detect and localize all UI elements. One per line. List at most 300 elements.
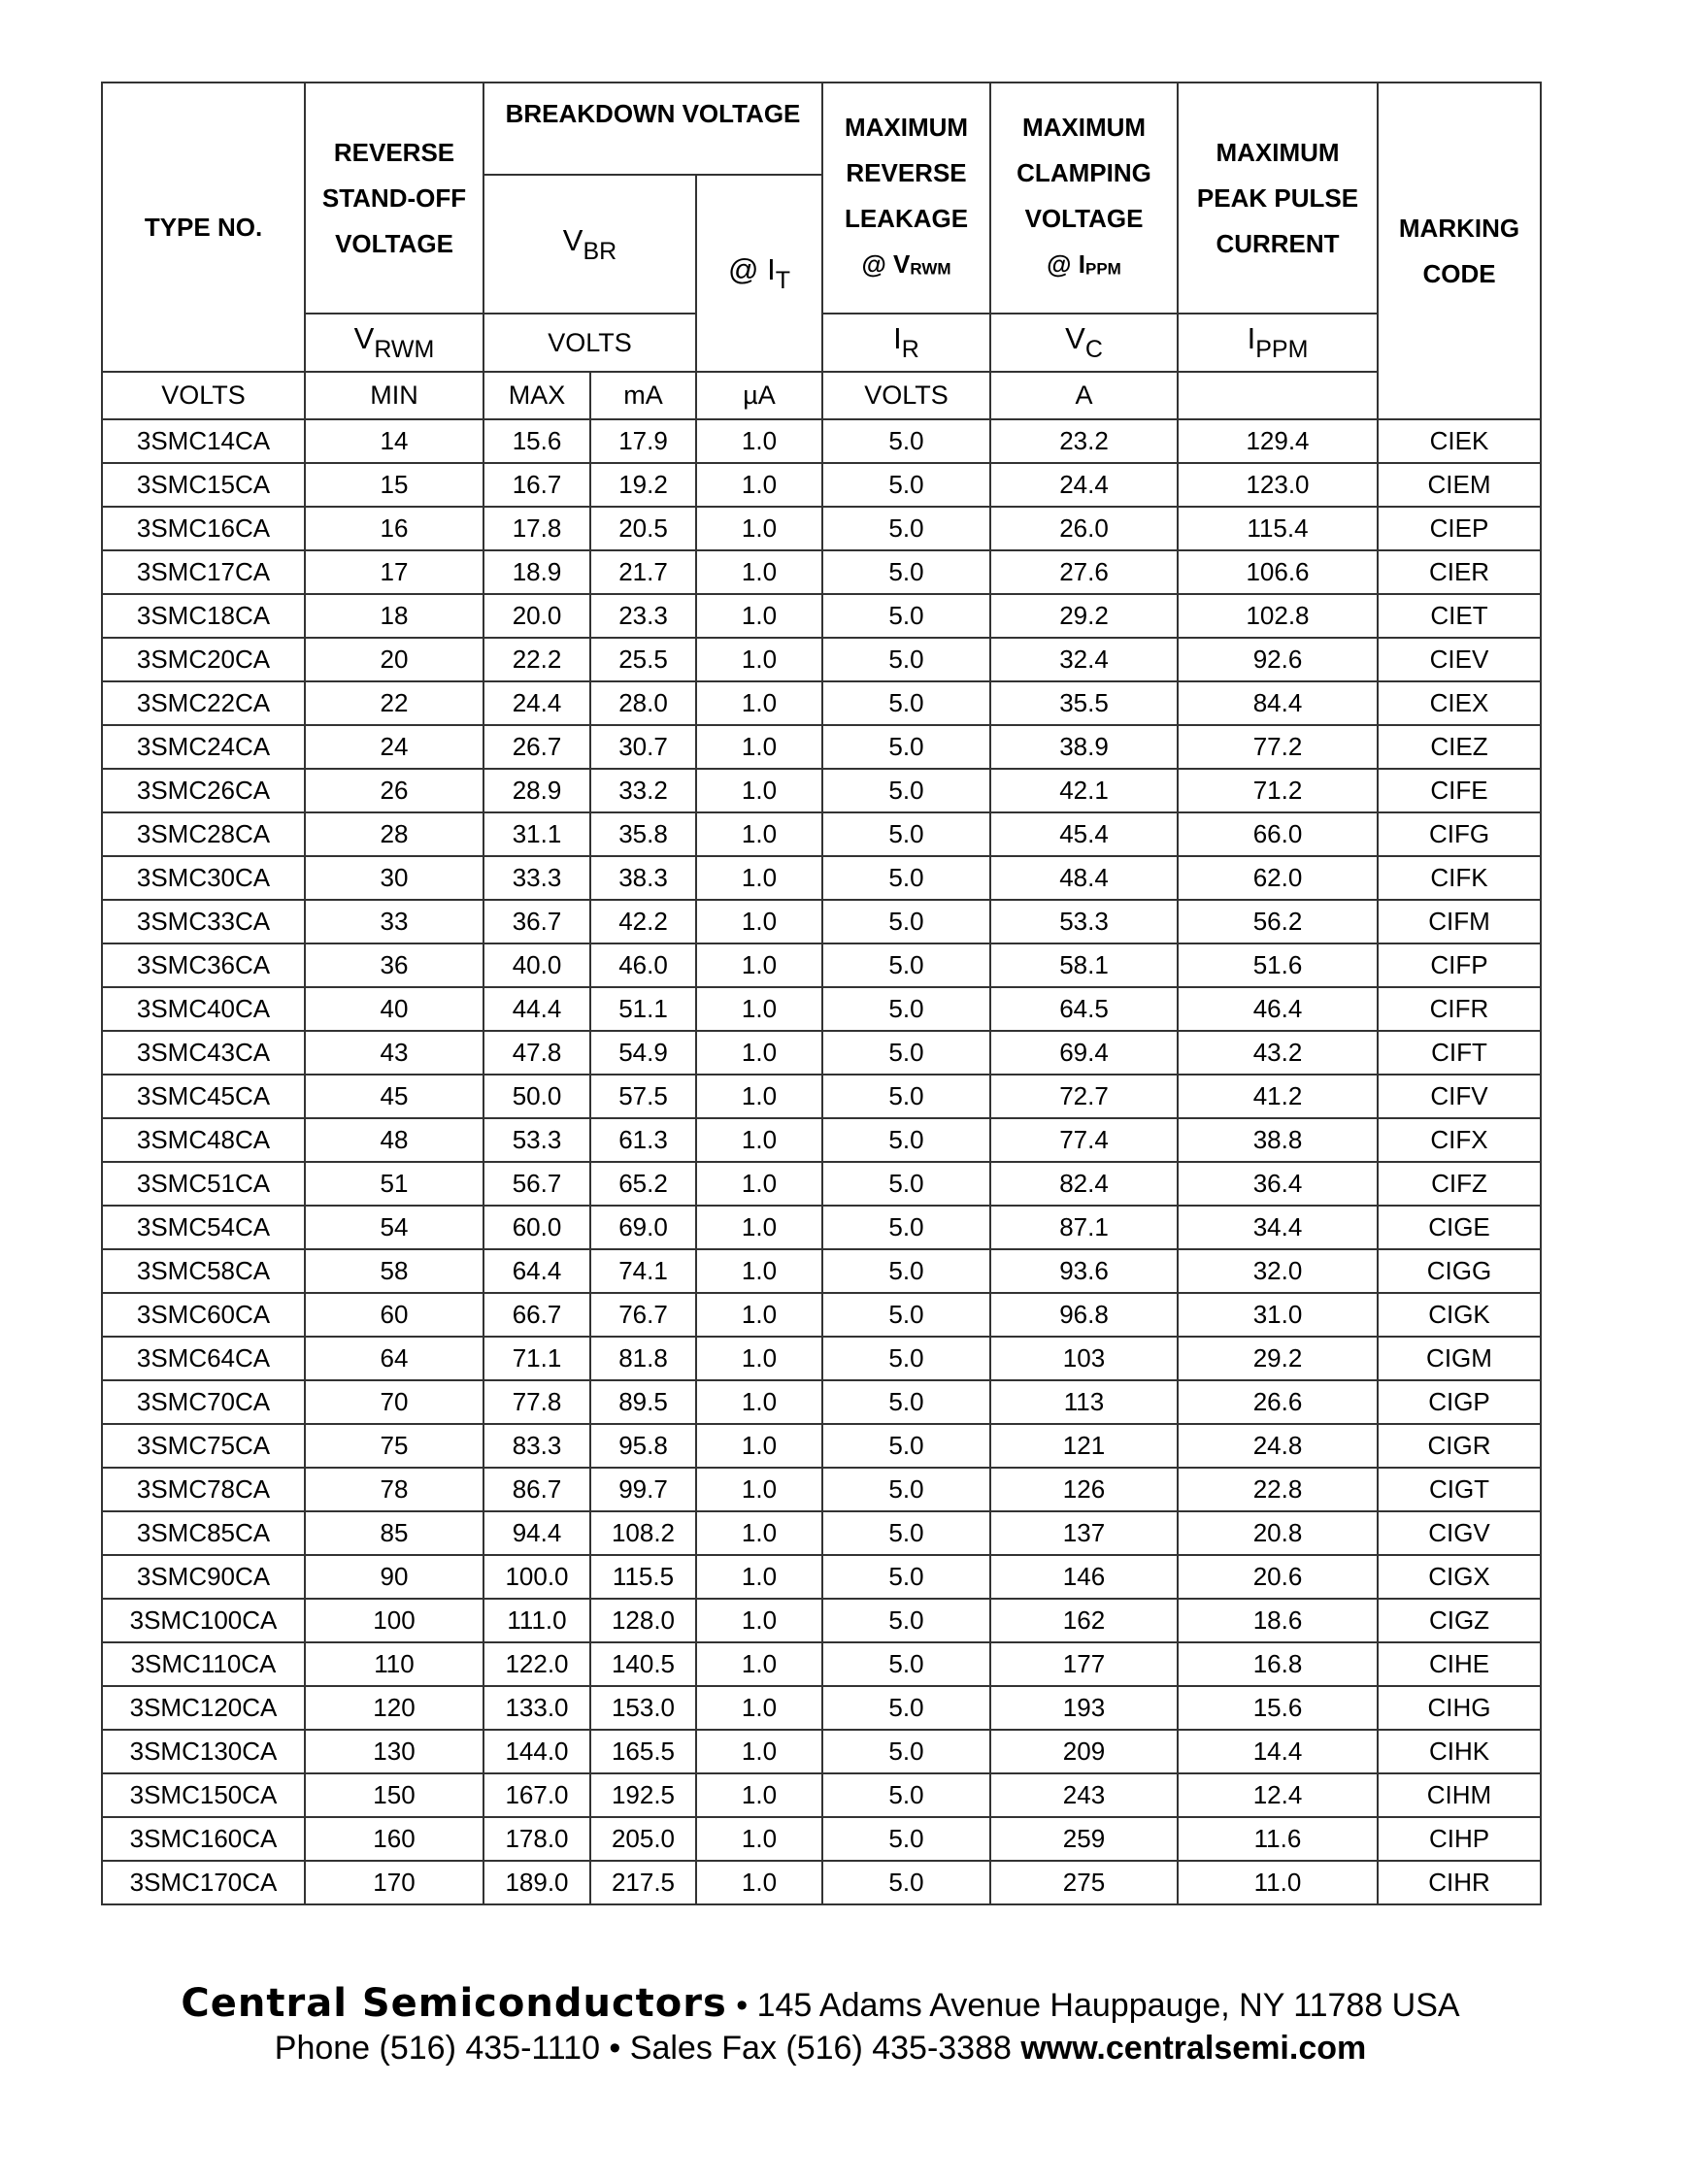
- table-row: [102, 507, 1541, 550]
- table-row: [102, 1380, 1541, 1424]
- reverse-leakage-cell: 5.0: [822, 1686, 990, 1730]
- clamping-voltage-cell: 29.2: [990, 594, 1178, 638]
- type-no-cell: 3SMC85CA: [102, 1511, 305, 1555]
- table-row: [102, 725, 1541, 769]
- type-no-cell: 3SMC26CA: [102, 769, 305, 812]
- vbr-max-cell: 20.5: [590, 507, 696, 550]
- table-row: [102, 638, 1541, 681]
- vbr-max-cell: 95.8: [590, 1424, 696, 1468]
- test-current-cell: 1.0: [696, 681, 822, 725]
- marking-code-cell: CIHM: [1378, 1773, 1541, 1817]
- test-current-cell: 1.0: [696, 463, 822, 507]
- table-row: [102, 1730, 1541, 1773]
- clamping-voltage-cell: 24.4: [990, 463, 1178, 507]
- vbr-min-cell: 22.2: [483, 638, 590, 681]
- test-current-cell: 1.0: [696, 812, 822, 856]
- type-no-cell: 3SMC64CA: [102, 1337, 305, 1380]
- type-no-cell: 3SMC90CA: [102, 1555, 305, 1599]
- marking-code-cell: CIEM: [1378, 463, 1541, 507]
- clamping-voltage-cell: 113: [990, 1380, 1178, 1424]
- type-no-cell: 3SMC51CA: [102, 1162, 305, 1206]
- reverse-leakage-cell: 5.0: [822, 1293, 990, 1337]
- marking-code-cell: CIFP: [1378, 943, 1541, 987]
- clamping-voltage-cell: 121: [990, 1424, 1178, 1468]
- vbr-min-cell: 64.4: [483, 1249, 590, 1293]
- vbr-max-cell: 21.7: [590, 550, 696, 594]
- vbr-min-cell: 15.6: [483, 419, 590, 463]
- vbr-min-cell: 20.0: [483, 594, 590, 638]
- type-no-cell: 3SMC45CA: [102, 1075, 305, 1118]
- ir-symbol: $I_R$: [822, 314, 990, 372]
- unit-cell: A: [990, 372, 1178, 419]
- peak-pulse-current-cell: 123.0: [1178, 463, 1378, 507]
- clamping-voltage-cell: 137: [990, 1511, 1178, 1555]
- clamping-voltage-cell: 77.4: [990, 1118, 1178, 1162]
- clamping-voltage-cell: 162: [990, 1599, 1178, 1642]
- type-no-cell: 3SMC150CA: [102, 1773, 305, 1817]
- test-current-cell: 1.0: [696, 1337, 822, 1380]
- vbr-min-cell: 189.0: [483, 1861, 590, 1904]
- standoff-voltage-cell: 78: [305, 1468, 483, 1511]
- peak-pulse-current-cell: 43.2: [1178, 1031, 1378, 1075]
- vbr-max-cell: 46.0: [590, 943, 696, 987]
- clamping-voltage-header: MAXIMUM CLAMPING VOLTAGE @ $I_{PPM}$: [990, 83, 1178, 314]
- vbr-max-cell: 89.5: [590, 1380, 696, 1424]
- peak-pulse-current-cell: 46.4: [1178, 987, 1378, 1031]
- reverse-leakage-cell: 5.0: [822, 463, 990, 507]
- reverse-leakage-cell: 5.0: [822, 638, 990, 681]
- table-row: [102, 900, 1541, 943]
- vbr-max-cell: 42.2: [590, 900, 696, 943]
- company-logo-text: Central Semiconductors: [181, 1981, 727, 2026]
- test-current-cell: 1.0: [696, 1861, 822, 1904]
- footer-line-contact: [101, 2029, 1540, 2068]
- clamping-condition: @ $I_{PPM}$: [1047, 248, 1121, 279]
- peak-pulse-current-cell: 20.6: [1178, 1555, 1378, 1599]
- clamping-voltage-cell: 38.9: [990, 725, 1178, 769]
- marking-code-cell: CIEX: [1378, 681, 1541, 725]
- type-no-cell: 3SMC43CA: [102, 1031, 305, 1075]
- peak-pulse-current-cell: 38.8: [1178, 1118, 1378, 1162]
- standoff-voltage-cell: 40: [305, 987, 483, 1031]
- test-current-cell: 1.0: [696, 1599, 822, 1642]
- test-current-cell: 1.0: [696, 725, 822, 769]
- peak-pulse-current-header: MAXIMUM PEAK PULSE CURRENT: [1178, 83, 1378, 314]
- table-row: [102, 769, 1541, 812]
- peak-pulse-current-cell: 29.2: [1178, 1337, 1378, 1380]
- reverse-leakage-cell: 5.0: [822, 507, 990, 550]
- vbr-min-cell: 40.0: [483, 943, 590, 987]
- standoff-voltage-cell: 70: [305, 1380, 483, 1424]
- peak-pulse-current-cell: 22.8: [1178, 1468, 1378, 1511]
- type-no-cell: 3SMC75CA: [102, 1424, 305, 1468]
- vbr-min-cell: 36.7: [483, 900, 590, 943]
- type-no-cell: 3SMC120CA: [102, 1686, 305, 1730]
- peak-pulse-current-cell: 11.0: [1178, 1861, 1378, 1904]
- table-row: [102, 1337, 1541, 1380]
- unit-cell: VOLTS: [102, 372, 305, 419]
- clamping-voltage-cell: 259: [990, 1817, 1178, 1861]
- phone-fax: Phone (516) 435-1110 • Sales Fax (516) 435-3388: [274, 2030, 1021, 2067]
- reverse-leakage-cell: 5.0: [822, 1206, 990, 1249]
- unit-cell: µA: [696, 372, 822, 419]
- clamping-voltage-cell: 103: [990, 1337, 1178, 1380]
- reverse-leakage-cell: 5.0: [822, 594, 990, 638]
- reverse-leakage-cell: 5.0: [822, 1380, 990, 1424]
- vbr-symbol: $V_{BR}$: [483, 175, 696, 314]
- standoff-voltage-cell: 18: [305, 594, 483, 638]
- type-no-cell: 3SMC20CA: [102, 638, 305, 681]
- type-no-cell: 3SMC30CA: [102, 856, 305, 900]
- type-no-cell: 3SMC70CA: [102, 1380, 305, 1424]
- marking-code-cell: CIGE: [1378, 1206, 1541, 1249]
- test-current-cell: 1.0: [696, 1206, 822, 1249]
- vbr-max-cell: 81.8: [590, 1337, 696, 1380]
- clamping-voltage-cell: 82.4: [990, 1162, 1178, 1206]
- reverse-leakage-cell: 5.0: [822, 1555, 990, 1599]
- marking-code-cell: CIFR: [1378, 987, 1541, 1031]
- marking-code-cell: CIGV: [1378, 1511, 1541, 1555]
- reverse-leakage-cell: 5.0: [822, 1162, 990, 1206]
- reverse-leakage-cell: 5.0: [822, 769, 990, 812]
- marking-code-cell: CIGM: [1378, 1337, 1541, 1380]
- test-current-cell: 1.0: [696, 1686, 822, 1730]
- reverse-leakage-cell: 5.0: [822, 681, 990, 725]
- table-row: [102, 1555, 1541, 1599]
- type-no-cell: 3SMC58CA: [102, 1249, 305, 1293]
- vbr-max-cell: 165.5: [590, 1730, 696, 1773]
- type-no-cell: 3SMC16CA: [102, 507, 305, 550]
- test-current-cell: 1.0: [696, 769, 822, 812]
- standoff-voltage-cell: 45: [305, 1075, 483, 1118]
- clamping-voltage-cell: 42.1: [990, 769, 1178, 812]
- vbr-min-cell: 111.0: [483, 1599, 590, 1642]
- table-row: [102, 1424, 1541, 1468]
- standoff-voltage-cell: 90: [305, 1555, 483, 1599]
- test-current-cell: 1.0: [696, 1511, 822, 1555]
- test-current-cell: 1.0: [696, 1730, 822, 1773]
- vbr-max-cell: 35.8: [590, 812, 696, 856]
- vrwm-symbol: $V_{RWM}$: [305, 314, 483, 372]
- clamping-voltage-cell: 87.1: [990, 1206, 1178, 1249]
- vbr-max-cell: 17.9: [590, 419, 696, 463]
- standoff-voltage-cell: 22: [305, 681, 483, 725]
- marking-code-cell: CIHE: [1378, 1642, 1541, 1686]
- vbr-max-cell: 153.0: [590, 1686, 696, 1730]
- table-row: [102, 987, 1541, 1031]
- unit-cell: MIN: [305, 372, 483, 419]
- vbr-max-cell: 61.3: [590, 1118, 696, 1162]
- table-row: [102, 1642, 1541, 1686]
- standoff-voltage-cell: 28: [305, 812, 483, 856]
- peak-pulse-current-cell: 24.8: [1178, 1424, 1378, 1468]
- test-current-cell: 1.0: [696, 943, 822, 987]
- clamping-voltage-cell: 72.7: [990, 1075, 1178, 1118]
- test-current-cell: 1.0: [696, 1424, 822, 1468]
- reverse-leakage-cell: 5.0: [822, 1599, 990, 1642]
- vbr-min-cell: 100.0: [483, 1555, 590, 1599]
- footer-line-address: [101, 1980, 1540, 2029]
- type-no-header: TYPE NO.: [102, 83, 305, 372]
- peak-pulse-current-cell: 18.6: [1178, 1599, 1378, 1642]
- test-current-cell: 1.0: [696, 856, 822, 900]
- reverse-leakage-cell: 5.0: [822, 856, 990, 900]
- test-current-cell: 1.0: [696, 1817, 822, 1861]
- vbr-max-cell: 38.3: [590, 856, 696, 900]
- clamping-voltage-cell: 243: [990, 1773, 1178, 1817]
- type-no-cell: 3SMC24CA: [102, 725, 305, 769]
- standoff-voltage-cell: 60: [305, 1293, 483, 1337]
- clamping-voltage-cell: 32.4: [990, 638, 1178, 681]
- type-no-cell: 3SMC14CA: [102, 419, 305, 463]
- marking-code-cell: CIEK: [1378, 419, 1541, 463]
- test-current-cell: 1.0: [696, 550, 822, 594]
- table-header: [102, 83, 1541, 419]
- clamping-voltage-cell: 48.4: [990, 856, 1178, 900]
- standoff-voltage-cell: 20: [305, 638, 483, 681]
- vbr-min-cell: 33.3: [483, 856, 590, 900]
- table-row: [102, 1468, 1541, 1511]
- peak-pulse-current-cell: 84.4: [1178, 681, 1378, 725]
- vbr-min-cell: 178.0: [483, 1817, 590, 1861]
- type-no-cell: 3SMC18CA: [102, 594, 305, 638]
- standoff-voltage-cell: 14: [305, 419, 483, 463]
- vbr-max-cell: 205.0: [590, 1817, 696, 1861]
- vbr-max-cell: 128.0: [590, 1599, 696, 1642]
- clamping-voltage-cell: 126: [990, 1468, 1178, 1511]
- vbr-min-cell: 66.7: [483, 1293, 590, 1337]
- vbr-min-cell: 60.0: [483, 1206, 590, 1249]
- type-no-cell: 3SMC28CA: [102, 812, 305, 856]
- peak-pulse-current-cell: 12.4: [1178, 1773, 1378, 1817]
- clamping-voltage-cell: 26.0: [990, 507, 1178, 550]
- vbr-max-cell: 30.7: [590, 725, 696, 769]
- reverse-leakage-cell: 5.0: [822, 550, 990, 594]
- vbr-max-cell: 217.5: [590, 1861, 696, 1904]
- clamping-voltage-cell: 58.1: [990, 943, 1178, 987]
- clamping-voltage-cell: 193: [990, 1686, 1178, 1730]
- standoff-voltage-cell: 24: [305, 725, 483, 769]
- reverse-leakage-cell: 5.0: [822, 943, 990, 987]
- peak-pulse-current-cell: 71.2: [1178, 769, 1378, 812]
- standoff-voltage-cell: 33: [305, 900, 483, 943]
- vbr-min-cell: 28.9: [483, 769, 590, 812]
- standoff-voltage-cell: 43: [305, 1031, 483, 1075]
- marking-code-cell: CIFG: [1378, 812, 1541, 856]
- clamping-voltage-cell: 53.3: [990, 900, 1178, 943]
- peak-pulse-current-cell: 56.2: [1178, 900, 1378, 943]
- standoff-voltage-cell: 48: [305, 1118, 483, 1162]
- vbr-max-cell: 115.5: [590, 1555, 696, 1599]
- marking-code-cell: CIHG: [1378, 1686, 1541, 1730]
- standoff-voltage-header: REVERSE STAND-OFF VOLTAGE: [305, 83, 483, 314]
- table-row: [102, 1599, 1541, 1642]
- standoff-voltage-cell: 75: [305, 1424, 483, 1468]
- company-footer: [101, 1980, 1540, 2068]
- vbr-max-cell: 76.7: [590, 1293, 696, 1337]
- test-current-cell: 1.0: [696, 1249, 822, 1293]
- leakage-condition: @ $V_{RWM}$: [861, 248, 951, 279]
- standoff-voltage-cell: 17: [305, 550, 483, 594]
- table-row: [102, 1031, 1541, 1075]
- table-row: [102, 856, 1541, 900]
- marking-code-cell: CIFT: [1378, 1031, 1541, 1075]
- clamping-voltage-cell: 96.8: [990, 1293, 1178, 1337]
- type-no-cell: 3SMC17CA: [102, 550, 305, 594]
- type-no-cell: 3SMC40CA: [102, 987, 305, 1031]
- test-current-cell: 1.0: [696, 1555, 822, 1599]
- marking-code-cell: CIFK: [1378, 856, 1541, 900]
- table-row: [102, 1773, 1541, 1817]
- vbr-min-cell: 56.7: [483, 1162, 590, 1206]
- vbr-max-cell: 140.5: [590, 1642, 696, 1686]
- table-row: [102, 943, 1541, 987]
- vbr-units-label: VOLTS: [483, 314, 696, 372]
- it-symbol: @ $I_T$: [696, 175, 822, 372]
- table-row: [102, 1162, 1541, 1206]
- marking-code-cell: CIEZ: [1378, 725, 1541, 769]
- type-no-cell: 3SMC48CA: [102, 1118, 305, 1162]
- vbr-max-cell: 33.2: [590, 769, 696, 812]
- type-no-cell: 3SMC110CA: [102, 1642, 305, 1686]
- reverse-leakage-cell: 5.0: [822, 1337, 990, 1380]
- marking-code-cell: CIGK: [1378, 1293, 1541, 1337]
- clamping-voltage-cell: 146: [990, 1555, 1178, 1599]
- test-current-cell: 1.0: [696, 1031, 822, 1075]
- test-current-cell: 1.0: [696, 1380, 822, 1424]
- peak-pulse-current-cell: 66.0: [1178, 812, 1378, 856]
- marking-code-header: MARKING CODE: [1378, 83, 1541, 419]
- reverse-leakage-cell: 5.0: [822, 900, 990, 943]
- vbr-min-cell: 86.7: [483, 1468, 590, 1511]
- vbr-min-cell: 44.4: [483, 987, 590, 1031]
- clamping-voltage-cell: 275: [990, 1861, 1178, 1904]
- marking-code-cell: CIGT: [1378, 1468, 1541, 1511]
- reverse-leakage-cell: 5.0: [822, 1249, 990, 1293]
- standoff-voltage-cell: 85: [305, 1511, 483, 1555]
- marking-code-cell: CIHR: [1378, 1861, 1541, 1904]
- test-current-cell: 1.0: [696, 1293, 822, 1337]
- marking-code-cell: CIFE: [1378, 769, 1541, 812]
- vbr-min-cell: 17.8: [483, 507, 590, 550]
- vbr-max-cell: 99.7: [590, 1468, 696, 1511]
- marking-code-cell: CIHP: [1378, 1817, 1541, 1861]
- test-current-cell: 1.0: [696, 1075, 822, 1118]
- standoff-voltage-cell: 30: [305, 856, 483, 900]
- reverse-leakage-cell: 5.0: [822, 1075, 990, 1118]
- table-row: [102, 1206, 1541, 1249]
- reverse-leakage-cell: 5.0: [822, 1511, 990, 1555]
- peak-pulse-current-cell: 20.8: [1178, 1511, 1378, 1555]
- peak-pulse-current-cell: 92.6: [1178, 638, 1378, 681]
- standoff-voltage-cell: 15: [305, 463, 483, 507]
- marking-code-cell: CIFX: [1378, 1118, 1541, 1162]
- type-no-cell: 3SMC78CA: [102, 1468, 305, 1511]
- test-current-cell: 1.0: [696, 419, 822, 463]
- table-row: [102, 1511, 1541, 1555]
- vbr-max-cell: 69.0: [590, 1206, 696, 1249]
- table-row: [102, 1686, 1541, 1730]
- peak-pulse-current-cell: 14.4: [1178, 1730, 1378, 1773]
- reverse-leakage-cell: 5.0: [822, 1118, 990, 1162]
- vbr-min-cell: 31.1: [483, 812, 590, 856]
- vbr-max-cell: 54.9: [590, 1031, 696, 1075]
- vbr-min-cell: 50.0: [483, 1075, 590, 1118]
- peak-pulse-current-cell: 115.4: [1178, 507, 1378, 550]
- ippm-symbol: $I_{PPM}$: [1178, 314, 1378, 372]
- clamping-voltage-cell: 35.5: [990, 681, 1178, 725]
- website-link[interactable]: www.centralsemi.com: [1020, 2030, 1367, 2067]
- marking-code-cell: CIEV: [1378, 638, 1541, 681]
- reverse-leakage-cell: 5.0: [822, 812, 990, 856]
- datasheet-page: [101, 82, 1540, 1905]
- vc-symbol: $V_C$: [990, 314, 1178, 372]
- standoff-voltage-cell: 36: [305, 943, 483, 987]
- standoff-voltage-cell: 170: [305, 1861, 483, 1904]
- peak-pulse-current-cell: 51.6: [1178, 943, 1378, 987]
- clamping-voltage-cell: 64.5: [990, 987, 1178, 1031]
- type-no-cell: 3SMC54CA: [102, 1206, 305, 1249]
- type-no-cell: 3SMC160CA: [102, 1817, 305, 1861]
- table-row: [102, 594, 1541, 638]
- peak-pulse-current-cell: 26.6: [1178, 1380, 1378, 1424]
- type-no-cell: 3SMC36CA: [102, 943, 305, 987]
- clamping-voltage-cell: 23.2: [990, 419, 1178, 463]
- vbr-min-cell: 24.4: [483, 681, 590, 725]
- peak-pulse-current-cell: 11.6: [1178, 1817, 1378, 1861]
- table-row: [102, 419, 1541, 463]
- table-row: [102, 463, 1541, 507]
- vbr-max-cell: 25.5: [590, 638, 696, 681]
- test-current-cell: 1.0: [696, 507, 822, 550]
- vbr-min-cell: 94.4: [483, 1511, 590, 1555]
- unit-cell: VOLTS: [822, 372, 990, 419]
- table-row: [102, 1817, 1541, 1861]
- type-no-cell: 3SMC15CA: [102, 463, 305, 507]
- table-body: [102, 419, 1541, 1904]
- test-current-cell: 1.0: [696, 638, 822, 681]
- peak-pulse-current-cell: 36.4: [1178, 1162, 1378, 1206]
- peak-pulse-current-cell: 106.6: [1178, 550, 1378, 594]
- vbr-max-cell: 51.1: [590, 987, 696, 1031]
- clamping-voltage-cell: 27.6: [990, 550, 1178, 594]
- reverse-leakage-cell: 5.0: [822, 1817, 990, 1861]
- marking-code-cell: CIHK: [1378, 1730, 1541, 1773]
- table-row: [102, 681, 1541, 725]
- vbr-max-cell: 19.2: [590, 463, 696, 507]
- type-no-cell: 3SMC33CA: [102, 900, 305, 943]
- reverse-leakage-cell: 5.0: [822, 1031, 990, 1075]
- vbr-min-cell: 133.0: [483, 1686, 590, 1730]
- test-current-cell: 1.0: [696, 1468, 822, 1511]
- standoff-voltage-cell: 120: [305, 1686, 483, 1730]
- marking-code-cell: CIGP: [1378, 1380, 1541, 1424]
- vbr-min-cell: 144.0: [483, 1730, 590, 1773]
- vbr-min-cell: 167.0: [483, 1773, 590, 1817]
- standoff-voltage-cell: 160: [305, 1817, 483, 1861]
- reverse-leakage-cell: 5.0: [822, 987, 990, 1031]
- marking-code-cell: CIGZ: [1378, 1599, 1541, 1642]
- standoff-voltage-cell: 64: [305, 1337, 483, 1380]
- electrical-characteristics-table: [101, 82, 1542, 1905]
- vbr-max-cell: 65.2: [590, 1162, 696, 1206]
- marking-code-cell: CIFZ: [1378, 1162, 1541, 1206]
- breakdown-voltage-header: BREAKDOWN VOLTAGE: [483, 83, 822, 175]
- clamping-voltage-cell: 45.4: [990, 812, 1178, 856]
- standoff-voltage-cell: 150: [305, 1773, 483, 1817]
- vbr-min-cell: 53.3: [483, 1118, 590, 1162]
- vbr-max-cell: 28.0: [590, 681, 696, 725]
